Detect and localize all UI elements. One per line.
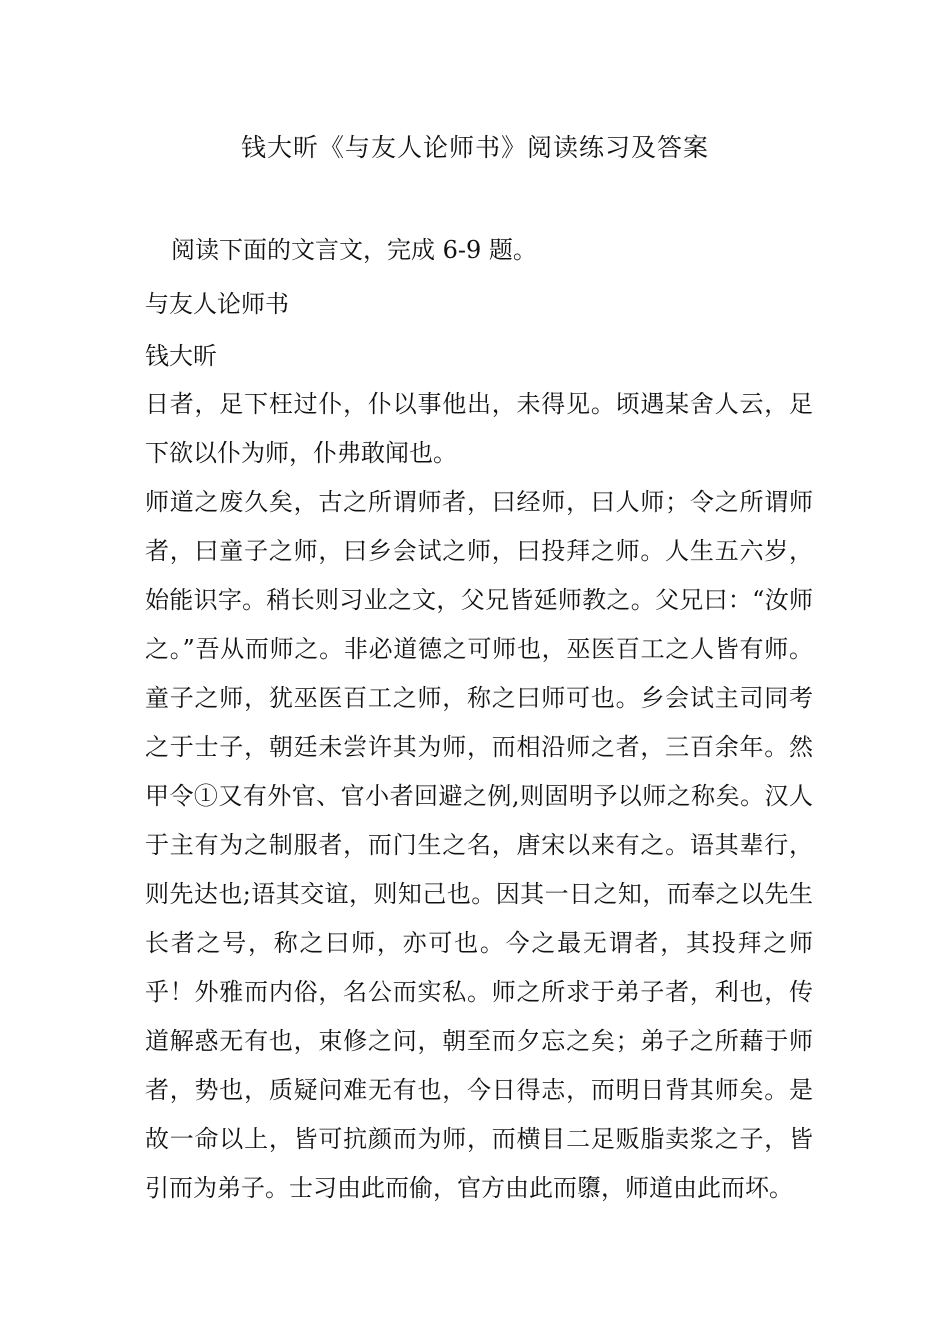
- instruction-text: 阅读下面的文言文，完成 6-9 题。: [171, 236, 537, 264]
- essay-author: 钱大昕: [145, 342, 217, 370]
- paragraph-1: 日者，足下枉过仆，仆以事他出，未得见。顷遇某舍人云，足下欲以仆为师，仆弗敢闻也。: [145, 390, 813, 467]
- essay-title: 与友人论师书: [145, 290, 289, 318]
- paragraph-2: 师道之废久矣，古之所谓师者，曰经师，曰人师；令之所谓师者，曰童子之师，曰乡会试之师，曰投拜之师。人生五六岁，始能识字。稍长则习业之文，父兄皆延师教之。父兄曰：“汝师之。”吾从而师之。非必道德之可师也，巫医百工之人皆有师。童子之师，犹巫医百工之师，称之曰师可也。乡会试主司同考之于士子，朝廷未尝许其为师，而相沿师之者，三百余年。然甲令①又有外官、官小者回避之例,则固明予以师之称矣。汉人于主有为之制服者，而门生之名，唐宋以来有之。语其辈行，则先达也;语其交谊，则知己也。因其一日之知，而奉之以先生长者之号，称之曰师，亦可也。今之最无谓者，其投拜之师乎！外雅而内俗，名公而实私。师之所求于弟子者，利也，传道解惑无有也，束修之问，朝至而夕忘之矣；弟子之所藉于师者，势也，质疑问难无有也，今日得志，而明日背其师矣。是故一命以上，皆可抗颜而为师，而横目二足贩脂卖浆之子，皆引而为弟子。士习由此而偷，官方由此而隳，师道由此而坏。: [145, 488, 813, 1202]
- document-title: 钱大昕《与友人论师书》阅读练习及答案: [240, 133, 709, 162]
- document-body: [145, 230, 813, 1213]
